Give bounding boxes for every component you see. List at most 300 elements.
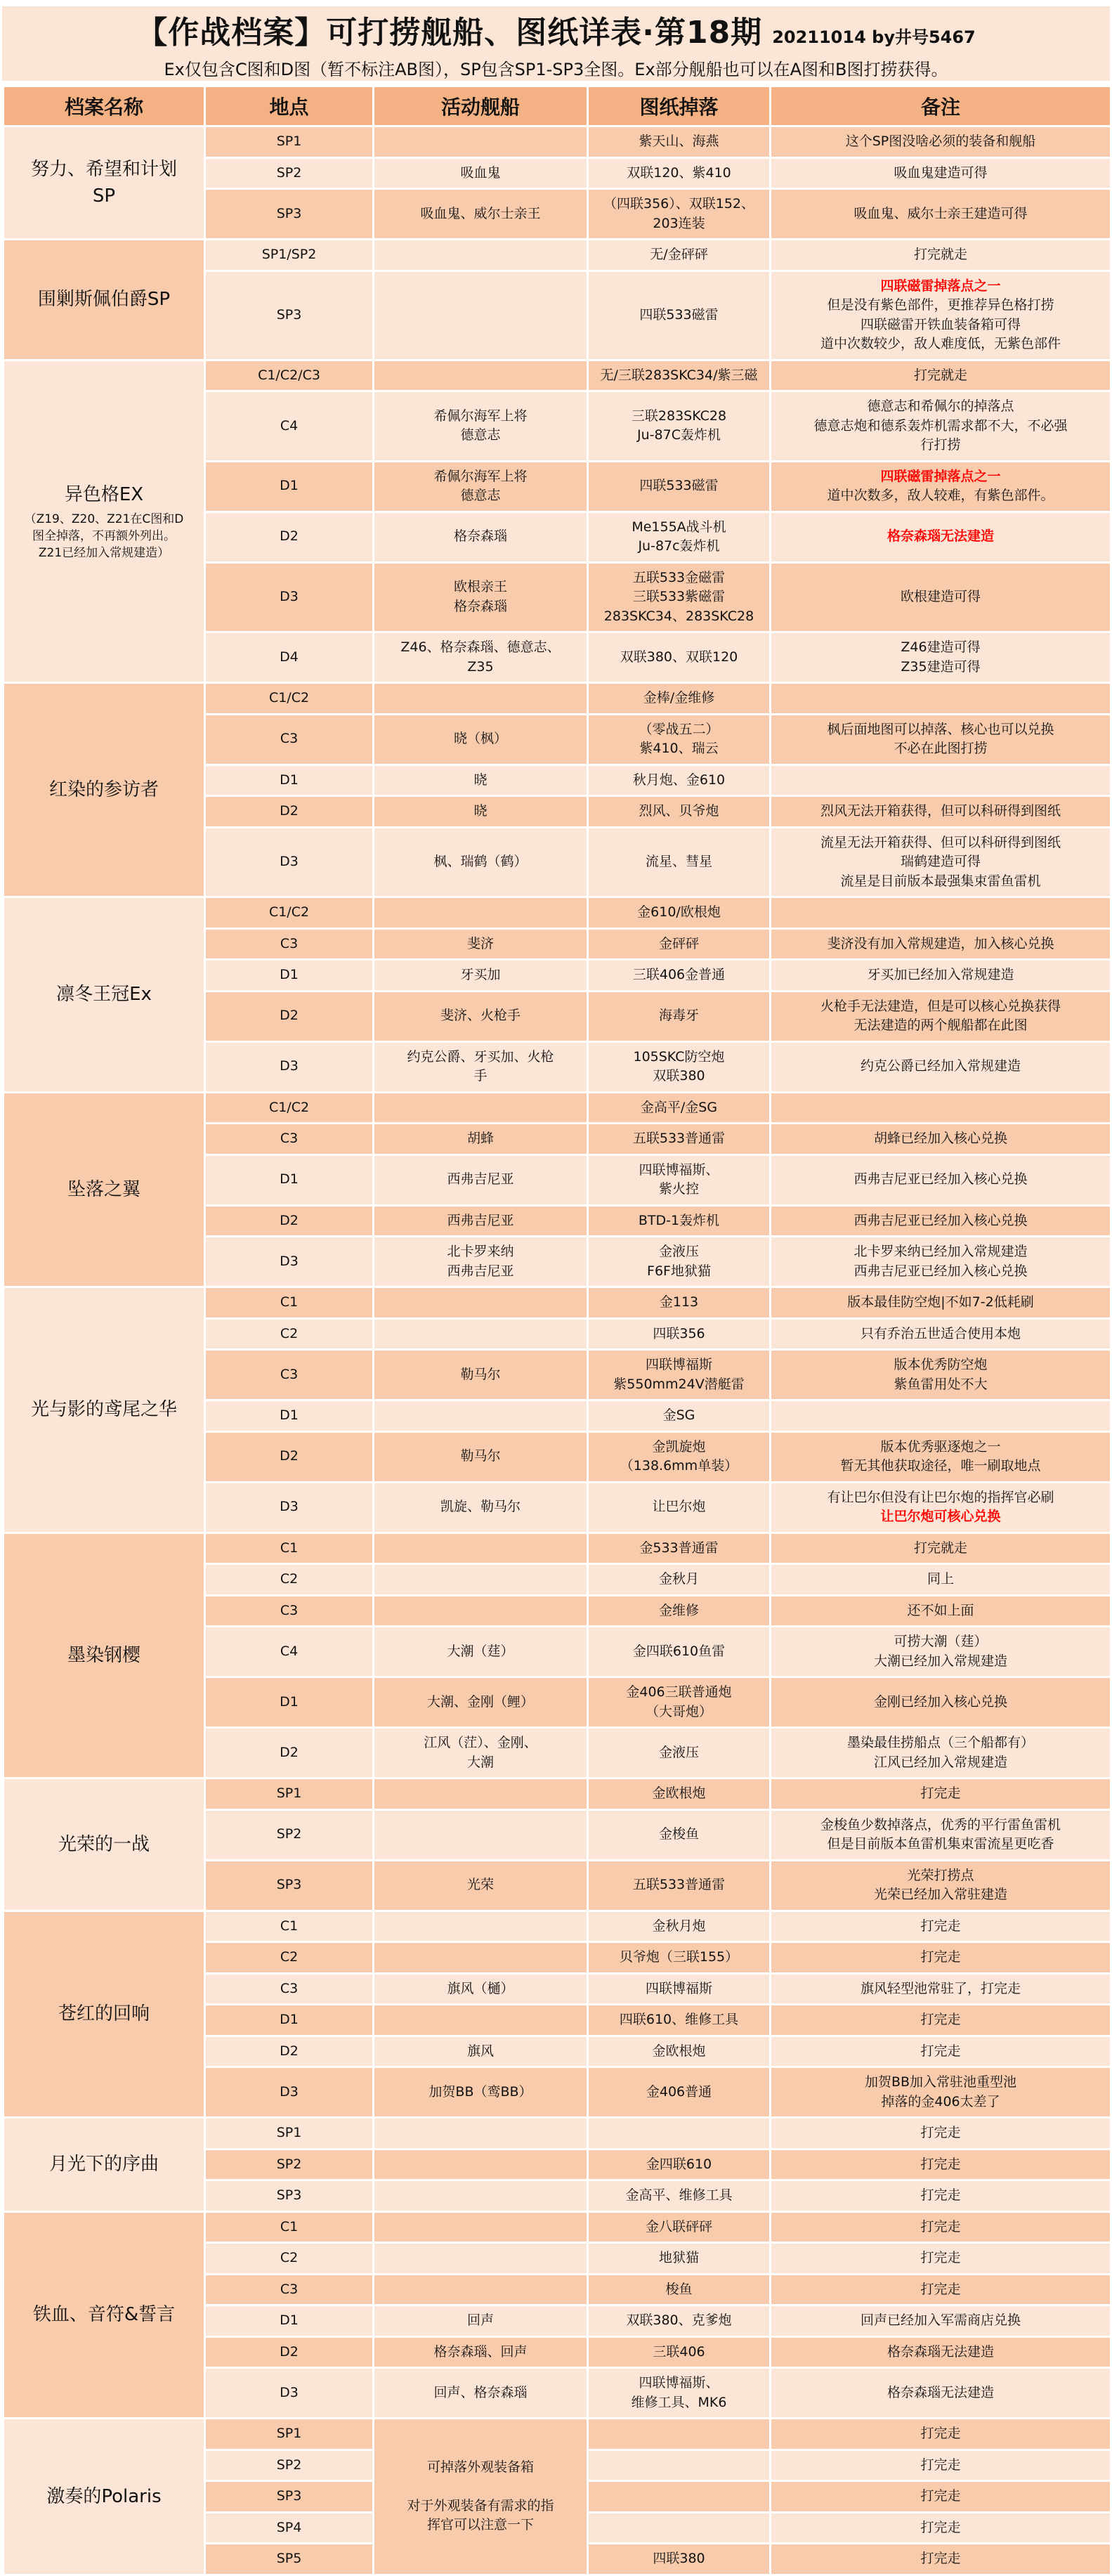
page-subtitle: Ex仅包含C图和D图（暂不标注AB图），SP包含SP1-SP3全图。Ex部分舰船也可以在A图和B图打捞获得。 xyxy=(164,60,948,79)
cell-line: 西弗吉尼亚 xyxy=(447,1171,514,1188)
ships-cell xyxy=(374,897,588,929)
cell-line: 吸血鬼 xyxy=(460,164,501,181)
drops-cell xyxy=(588,1124,771,1155)
drops-cell xyxy=(588,1627,771,1677)
cell-line: Ju-87C轰炸机 xyxy=(637,427,721,443)
location-cell: C1 xyxy=(205,1533,374,1564)
drops-cell xyxy=(588,562,771,632)
drops-cell xyxy=(588,1318,771,1350)
cell-line: 吸血鬼、威尔士亲王 xyxy=(420,205,541,221)
cell-line: 金秋月 xyxy=(658,1571,699,1587)
notes-cell xyxy=(771,2450,1111,2481)
ships-cell xyxy=(374,2149,588,2180)
cell-line: 吸血鬼建造可得 xyxy=(894,164,988,181)
cell-line: 胡蜂 xyxy=(466,1131,494,1146)
drops-cell xyxy=(588,1778,771,1810)
notes-cell xyxy=(771,512,1111,562)
drops-cell xyxy=(588,897,771,929)
archive-name-cell xyxy=(4,2211,205,2419)
ships-cell xyxy=(374,1124,588,1155)
ships-cell xyxy=(374,1092,588,1124)
cell-line: 紫鱼雷用处不大 xyxy=(894,1376,988,1392)
notes-cell xyxy=(771,240,1111,271)
ships-cell xyxy=(374,1860,588,1911)
cell-line: 紫火控 xyxy=(658,1181,699,1197)
ships-cell xyxy=(374,240,588,271)
location-cell: D3 xyxy=(205,2067,374,2118)
drop-table xyxy=(2,85,1112,2576)
cell-line: 希佩尔海军上将 xyxy=(433,408,528,424)
cell-line: （Z19、Z20、Z21在C图和D xyxy=(24,512,184,526)
cell-line: 德意志 xyxy=(460,488,501,503)
document-header xyxy=(2,6,1110,81)
cell-line: 挥官可以注意一下 xyxy=(426,2517,534,2533)
archive-name-cell xyxy=(4,2118,205,2212)
cell-line: 加贺BB（鸾BB） xyxy=(429,2083,532,2100)
cell-line: 有让巴尔但没有让巴尔炮的指挥官必刷 xyxy=(827,1489,1054,1505)
archive-name-cell xyxy=(4,240,205,360)
cell-line: 打完走 xyxy=(920,2250,961,2265)
notes-cell xyxy=(771,1237,1111,1287)
location-cell: SP3 xyxy=(205,271,374,360)
archive-name-cell xyxy=(4,360,205,683)
drops-cell xyxy=(588,271,771,360)
location-cell: C1 xyxy=(205,2211,374,2243)
cell-line: 异色格EX xyxy=(64,483,144,505)
notes-cell xyxy=(771,960,1111,991)
cell-line: 光荣打捞点 xyxy=(907,1867,974,1883)
ships-cell xyxy=(374,1431,588,1482)
drops-cell xyxy=(588,1973,771,2005)
cell-line: 地狱猫 xyxy=(658,2250,699,2265)
ships-cell xyxy=(374,1809,588,1860)
cell-line: 回声、格奈森瑙 xyxy=(433,2384,528,2400)
notes-cell xyxy=(771,1627,1111,1677)
location-cell: C3 xyxy=(205,1595,374,1627)
cell-line: 金梭鱼少数掉落点，优秀的平行雷鱼雷机 xyxy=(820,1816,1061,1833)
drops-cell xyxy=(588,2450,771,2481)
cell-line: 无法建造的两个舰船都在此图 xyxy=(853,1017,1028,1033)
cell-line: 紫550mm24V潜艇雷 xyxy=(613,1376,745,1392)
location-cell: SP1 xyxy=(205,1778,374,1810)
cell-line: Z21已经加入常规建造） xyxy=(38,545,170,560)
ships-cell xyxy=(374,714,588,765)
ships-cell xyxy=(374,2118,588,2149)
ships-cell xyxy=(374,1973,588,2005)
cell-line: 三联406 xyxy=(653,2343,705,2360)
cell-line: Me155A战斗机 xyxy=(632,519,726,535)
location-cell: D1 xyxy=(205,461,374,512)
location-cell: D3 xyxy=(205,1041,374,1092)
cell-line: 西弗吉尼亚已经加入核心兑换 xyxy=(853,1171,1028,1188)
cell-line: 金刚已经加入核心兑换 xyxy=(873,1693,1007,1710)
cell-line: Z35建造可得 xyxy=(901,658,981,675)
ships-cell xyxy=(374,2336,588,2368)
notes-cell xyxy=(771,1431,1111,1482)
drops-cell xyxy=(588,1728,771,1778)
drops-cell xyxy=(588,1595,771,1627)
ships-cell xyxy=(374,391,588,462)
cell-line: 大潮已经加入常规建造 xyxy=(873,1653,1007,1669)
page-title: 【作战档案】可打捞舰船、图纸详表·第18期 xyxy=(136,15,763,51)
cell-line: 打完走 xyxy=(920,2426,961,2441)
drops-cell xyxy=(588,1911,771,1942)
notes-cell xyxy=(771,2005,1111,2036)
cell-line: 打完走 xyxy=(920,2218,961,2235)
cell-line: 欧根建造可得 xyxy=(900,589,981,604)
cell-line: 努力、希望和计划 xyxy=(30,159,177,180)
archive-name-cell xyxy=(4,126,205,240)
cell-line: 大潮（莛） xyxy=(447,1643,514,1659)
cell-line: 北卡罗来纳已经加入常规建造 xyxy=(853,1244,1028,1259)
ships-cell xyxy=(374,2368,588,2419)
drops-cell xyxy=(588,714,771,765)
cell-line: 同上 xyxy=(927,1571,954,1587)
notes-cell xyxy=(771,796,1111,828)
cell-line: 光荣的一战 xyxy=(58,1833,150,1855)
drops-cell xyxy=(588,1942,771,1974)
ships-cell xyxy=(374,765,588,796)
cell-line: （零战五二） xyxy=(639,721,719,737)
cell-line: 行打捞 xyxy=(920,437,961,453)
notes-cell xyxy=(771,714,1111,765)
drops-cell xyxy=(588,2067,771,2118)
location-cell: SP2 xyxy=(205,2149,374,2180)
drops-cell xyxy=(588,240,771,271)
cell-line: 手 xyxy=(473,1068,488,1084)
ships-cell xyxy=(374,683,588,715)
location-cell: D1 xyxy=(205,1677,374,1728)
ships-cell xyxy=(374,1778,588,1810)
notes-cell xyxy=(771,1728,1111,1778)
drops-cell xyxy=(588,2180,771,2212)
location-cell: C4 xyxy=(205,391,374,462)
drops-cell xyxy=(588,683,771,715)
location-cell: SP2 xyxy=(205,1809,374,1860)
location-cell: D3 xyxy=(205,2368,374,2419)
cell-line: 加贺BB加入常驻池重型池 xyxy=(864,2074,1017,2090)
cell-line: 枫后面地图可以掉落、核心也可以兑换 xyxy=(827,721,1054,737)
cell-line: （138.6mm单装） xyxy=(620,1458,738,1474)
cell-line: 203连装 xyxy=(653,215,705,231)
cell-line: 梭鱼 xyxy=(665,2281,693,2297)
cell-line: 打完走 xyxy=(920,2281,961,2297)
cell-line: 让巴尔炮 xyxy=(652,1499,706,1515)
cell-line: 约克公爵已经加入常规建造 xyxy=(860,1058,1021,1074)
table-row xyxy=(4,897,1111,929)
ships-cell xyxy=(374,1564,588,1596)
cell-line: 格奈森瑙 xyxy=(453,598,507,614)
column-header-ships: 活动舰船 xyxy=(374,86,588,126)
column-header-notes: 备注 xyxy=(771,86,1111,126)
cell-line: 围剿斯佩伯爵SP xyxy=(37,289,171,311)
location-cell: D1 xyxy=(205,2005,374,2036)
notes-cell xyxy=(771,632,1111,683)
ships-cell xyxy=(374,2274,588,2305)
cell-line: 回声 xyxy=(466,2312,494,2328)
cell-line: 回声已经加入军需商店兑换 xyxy=(860,2312,1021,2328)
cell-line: 四联博福斯 xyxy=(645,1980,712,1996)
drops-cell xyxy=(588,2211,771,2243)
drops-cell xyxy=(588,2005,771,2036)
notes-cell xyxy=(771,1973,1111,2005)
cell-line: 烈风无法开箱获得，但可以科研得到图纸 xyxy=(820,803,1061,819)
table-row xyxy=(4,126,1111,158)
cell-line: 打完走 xyxy=(920,2457,961,2473)
cell-line: BTD-1轰炸机 xyxy=(638,1212,720,1228)
ships-cell xyxy=(374,512,588,562)
table-row xyxy=(4,1778,1111,1810)
cell-line: 晓（枫） xyxy=(453,731,507,747)
ships-cell xyxy=(374,1677,588,1728)
notes-cell xyxy=(771,2305,1111,2337)
drops-cell xyxy=(588,126,771,158)
notes-cell xyxy=(771,126,1111,158)
cell-line: SP xyxy=(92,186,116,207)
cell-line: 金维修 xyxy=(658,1602,699,1618)
cell-line: 不必在此图打捞 xyxy=(894,741,988,756)
ships-cell xyxy=(374,1728,588,1778)
cell-line: 四联博福斯、 xyxy=(639,1162,719,1178)
location-cell: C3 xyxy=(205,714,374,765)
cell-line: Z35 xyxy=(467,658,494,675)
notes-cell xyxy=(771,928,1111,960)
cell-line: 打完走 xyxy=(920,1918,961,1934)
location-cell: C1/C2 xyxy=(205,1092,374,1124)
archive-name-cell xyxy=(4,1778,205,1911)
ships-cell xyxy=(374,2211,588,2243)
notes-cell xyxy=(771,1860,1111,1911)
notes-cell xyxy=(771,2180,1111,2212)
drops-cell xyxy=(588,360,771,391)
location-cell: D2 xyxy=(205,1728,374,1778)
notes-cell xyxy=(771,1205,1111,1237)
ships-cell xyxy=(374,360,588,391)
notes-cell xyxy=(771,683,1111,715)
drops-cell xyxy=(588,1400,771,1432)
location-cell: C3 xyxy=(205,928,374,960)
cell-line: 光与影的鸢尾之华 xyxy=(30,1399,177,1421)
notes-cell xyxy=(771,2211,1111,2243)
drops-cell xyxy=(588,2481,771,2513)
cell-line: 烈风、贝爷炮 xyxy=(639,803,719,819)
table-row xyxy=(4,1911,1111,1942)
cell-line: 勒马尔 xyxy=(460,1366,501,1382)
location-cell: SP3 xyxy=(205,1860,374,1911)
ships-cell xyxy=(374,189,588,240)
cell-line: 格奈森瑙 xyxy=(453,528,507,545)
location-cell: C3 xyxy=(205,1124,374,1155)
location-cell: D2 xyxy=(205,512,374,562)
drops-cell xyxy=(588,2512,771,2544)
cell-line: 三联533紫磁雷 xyxy=(632,589,726,604)
archive-name-cell xyxy=(4,1092,205,1287)
cell-line: 瑞鹤建造可得 xyxy=(900,854,981,869)
cell-line: 大潮、金刚（鲤） xyxy=(426,1693,534,1710)
cell-line: 打完走 xyxy=(920,2012,961,2027)
archive-name-cell xyxy=(4,2419,205,2575)
notes-cell xyxy=(771,991,1111,1041)
cell-line: 流星、彗星 xyxy=(645,854,712,869)
notes-cell xyxy=(771,360,1111,391)
drops-cell xyxy=(588,991,771,1041)
notes-cell xyxy=(771,2368,1111,2419)
table-row xyxy=(4,1533,1111,1564)
drops-cell xyxy=(588,960,771,991)
location-cell: D1 xyxy=(205,960,374,991)
cell-line: 打完走 xyxy=(920,1785,961,1801)
notes-cell xyxy=(771,157,1111,189)
cell-line: 金八联砰砰 xyxy=(645,2218,712,2235)
cell-line: 打完就走 xyxy=(913,247,967,262)
cell-line: 金砰砰 xyxy=(658,935,699,951)
cell-line xyxy=(377,2477,584,2497)
location-cell: D2 xyxy=(205,796,374,828)
archive-name-cell xyxy=(4,683,205,897)
location-cell: C1 xyxy=(205,1287,374,1319)
cell-line: 打完走 xyxy=(920,1949,961,1965)
drops-cell xyxy=(588,1533,771,1564)
cell-line: 江风（茳）、金刚、 xyxy=(424,1735,537,1750)
cell-line: 金406三联普通炮 xyxy=(626,1684,732,1700)
cell-line: 晓 xyxy=(473,803,488,819)
cell-line: 紫410、瑞云 xyxy=(639,741,719,756)
cell-line: （四联356）、双联152、 xyxy=(603,196,755,212)
location-cell: SP3 xyxy=(205,2180,374,2212)
drops-cell xyxy=(588,2336,771,2368)
notes-cell xyxy=(771,189,1111,240)
notes-cell xyxy=(771,897,1111,929)
ships-cell xyxy=(374,126,588,158)
cell-line: 约克公爵、牙买加、火枪 xyxy=(407,1048,554,1065)
notes-cell xyxy=(771,1092,1111,1124)
cell-line: 让巴尔炮可核心兑换 xyxy=(880,1509,1001,1524)
location-cell: SP3 xyxy=(205,189,374,240)
cell-line: 晓 xyxy=(473,772,488,788)
notes-cell xyxy=(771,1677,1111,1728)
location-cell: D3 xyxy=(205,562,374,632)
table-row xyxy=(4,1287,1111,1319)
cell-line: 道中次数多，敌人较难，有紫色部件。 xyxy=(827,488,1054,503)
cell-line: 流星无法开箱获得、但可以科研得到图纸 xyxy=(820,834,1061,850)
cell-line: 三联283SKC28 xyxy=(631,408,727,424)
cell-line: 版本优秀防空炮 xyxy=(894,1357,988,1372)
cell-line: 斐济没有加入常规建造，加入核心兑换 xyxy=(827,935,1054,951)
cell-line: 金凯旋炮 xyxy=(652,1438,706,1455)
cell-line: 可捞大潮（莛） xyxy=(894,1634,988,1649)
cell-line: 五联533金磁雷 xyxy=(632,569,726,585)
cell-line: 四联磁雷掉落点之一 xyxy=(880,468,1001,484)
cell-line: Z46、格奈森瑙、德意志、 xyxy=(400,639,561,655)
cell-line: 金欧根炮 xyxy=(652,2043,706,2059)
location-cell: D3 xyxy=(205,1237,374,1287)
drops-cell xyxy=(588,928,771,960)
notes-cell xyxy=(771,1287,1111,1319)
cell-line: 墨染钢樱 xyxy=(67,1644,140,1666)
table-row xyxy=(4,2118,1111,2149)
cell-line: 维修工具、MK6 xyxy=(631,2394,727,2410)
cell-line: 打完走 xyxy=(920,2156,961,2172)
cell-line: 四联356 xyxy=(653,1325,705,1341)
cell-line: 大潮 xyxy=(466,1754,494,1770)
notes-cell xyxy=(771,1942,1111,1974)
ships-cell xyxy=(374,1350,588,1400)
cell-line: 墨染最佳捞船点（三个船都有） xyxy=(846,1735,1034,1750)
notes-cell xyxy=(771,2512,1111,2544)
cell-line: 金406普通 xyxy=(646,2083,712,2100)
cell-line: Ju-87c轰炸机 xyxy=(638,538,720,554)
cell-line: 紫天山、海燕 xyxy=(639,134,719,149)
cell-line: 版本优秀驱逐炮之一 xyxy=(880,1438,1001,1455)
archive-name-cell xyxy=(4,1533,205,1778)
drops-cell xyxy=(588,189,771,240)
cell-line: 四联磁雷开铁血装备箱可得 xyxy=(860,316,1021,332)
ships-cell xyxy=(374,2036,588,2067)
table-header-row xyxy=(4,86,1111,126)
notes-cell xyxy=(771,2243,1111,2275)
cell-line: 西弗吉尼亚已经加入核心兑换 xyxy=(853,1263,1028,1279)
cell-line: 双联380、双联120 xyxy=(620,649,738,665)
ships-cell xyxy=(374,928,588,960)
cell-line: 金液压 xyxy=(658,1244,699,1259)
notes-cell xyxy=(771,1778,1111,1810)
location-cell: SP3 xyxy=(205,2481,374,2513)
notes-cell xyxy=(771,2419,1111,2450)
ships-cell xyxy=(374,1627,588,1677)
notes-cell xyxy=(771,1350,1111,1400)
archive-name-cell xyxy=(4,1911,205,2118)
cell-line: 格奈森瑙无法建造 xyxy=(887,528,994,545)
ships-cell xyxy=(374,1942,588,1974)
date-author: 20211014 by井号5467 xyxy=(772,27,976,47)
cell-line: 海毒牙 xyxy=(658,1008,699,1024)
ships-cell xyxy=(374,157,588,189)
drops-cell xyxy=(588,1431,771,1482)
table-row xyxy=(4,683,1111,715)
cell-line: 道中次数较少，敌人难度低，无紫色部件 xyxy=(820,336,1061,351)
cell-line: 贝爷炮（三联155） xyxy=(619,1949,739,1965)
drops-cell xyxy=(588,1092,771,1124)
notes-cell xyxy=(771,827,1111,897)
ships-cell xyxy=(374,1595,588,1627)
cell-line: 三联406金普通 xyxy=(632,967,726,982)
column-header-location: 地点 xyxy=(205,86,374,126)
ships-cell xyxy=(374,2067,588,2118)
cell-line: 五联533普通雷 xyxy=(632,1131,726,1146)
cell-line: 枫、瑞鹤（鹤） xyxy=(433,854,528,869)
ships-cell xyxy=(374,1154,588,1205)
cell-line: 四联533磁雷 xyxy=(639,306,719,323)
ships-cell xyxy=(374,960,588,991)
cell-line: 四联博福斯 xyxy=(645,1357,712,1372)
notes-cell xyxy=(771,2274,1111,2305)
notes-cell xyxy=(771,2336,1111,2368)
table-row xyxy=(4,1092,1111,1124)
location-cell: SP1 xyxy=(205,126,374,158)
drops-cell xyxy=(588,1809,771,1860)
cell-line: 流星是目前版本最强集束雷鱼雷机 xyxy=(840,873,1041,889)
cell-line: 金棒/金维修 xyxy=(643,690,715,705)
drops-cell xyxy=(588,827,771,897)
location-cell: C2 xyxy=(205,2243,374,2275)
drops-cell xyxy=(588,1205,771,1237)
ships-cell xyxy=(374,1318,588,1350)
location-cell: D1 xyxy=(205,1400,374,1432)
cell-line: 江风已经加入常规建造 xyxy=(873,1754,1007,1770)
cell-line: 打完走 xyxy=(920,2125,961,2140)
cell-line: 打完就走 xyxy=(913,1540,967,1556)
cell-line: 双联380 xyxy=(653,1068,705,1084)
